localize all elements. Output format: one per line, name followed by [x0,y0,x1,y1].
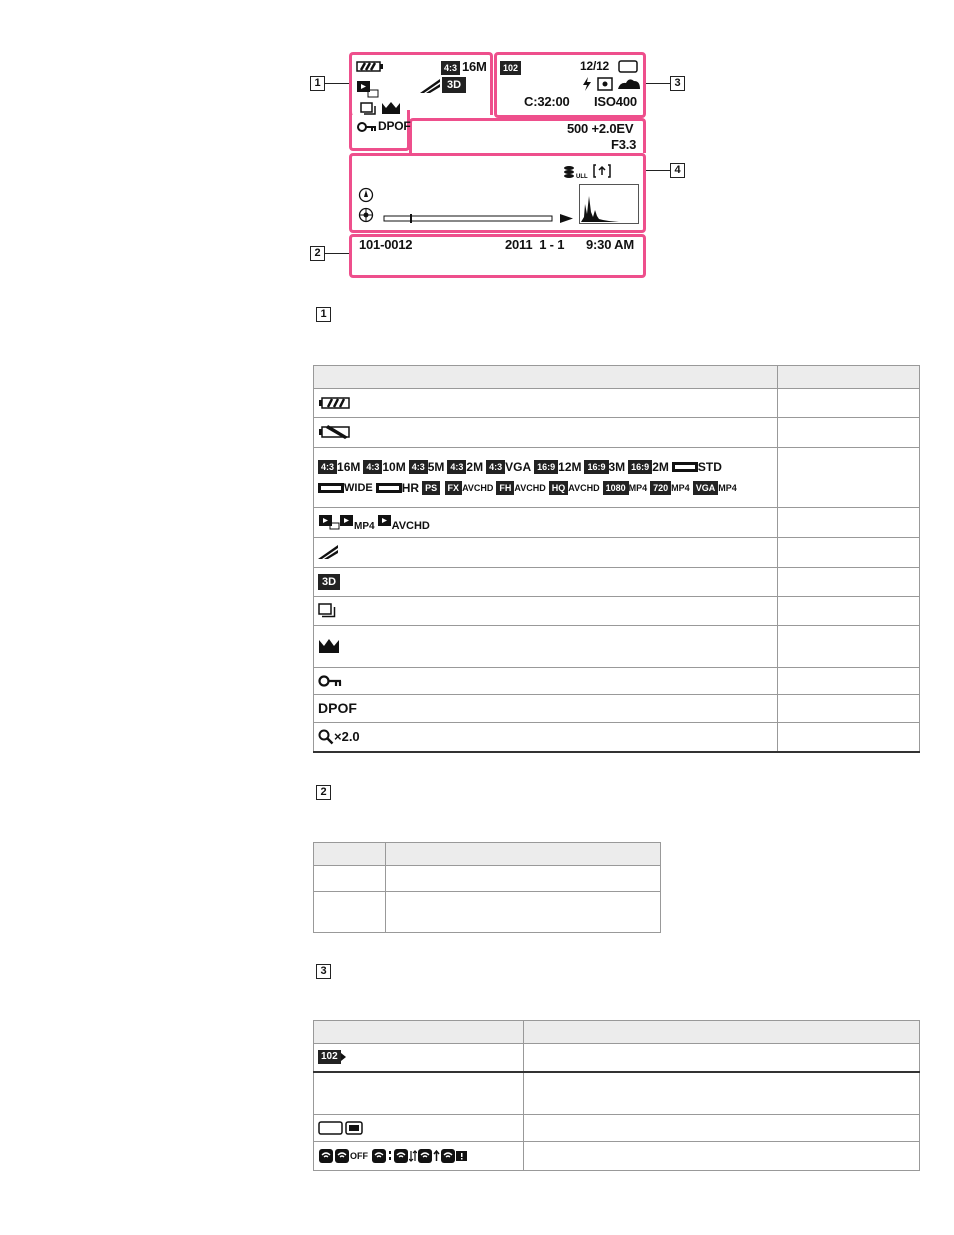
table-row [314,1115,920,1142]
table-row [314,668,920,695]
wifi-card-error-icon [440,1148,456,1164]
f-number: F3.3 [611,137,637,152]
key-icon [357,121,377,133]
recording-time: 9:30 AM [586,237,634,252]
aspect-43-icon: 4:3 [486,460,505,474]
panorama-icon [376,482,402,494]
still-playback-icon [318,514,340,530]
crown-icon [318,637,340,655]
aspect-43-icon: 4:3 [318,460,337,474]
movie-vga-icon: VGA [693,481,719,495]
aspect-43-icon: 4:3 [409,460,428,474]
table-3-header [314,1021,920,1044]
movie-1080-icon: 1080 [603,481,629,495]
orientation-icon [593,164,611,178]
callout-2: 2 [310,246,325,261]
dpof-icon: DPOF [318,700,357,717]
image-size-line-1: 4:3 16M 4:3 10M 4:3 5M 4:3 2M 4:3 VGA 16:9 12M 16:9 3M 16:9 2M STD [318,457,773,477]
table-row [314,626,920,668]
memory-card-icon [618,60,638,73]
iso-value: ISO400 [594,94,637,109]
table-row [314,448,920,508]
wifi-card-transfer-icon [393,1148,409,1164]
battery-icon [356,60,384,73]
svg-text:ULL: ULL [576,174,588,179]
folder-tag: 102 [500,61,521,75]
aspect-169-icon: 16:9 [534,460,558,474]
table-row: MP4 AVCHD [314,508,920,538]
transfer-arrows-icon [409,1149,417,1163]
wifi-card-off-icon [334,1148,350,1164]
section-1-marker: 1 [316,307,331,322]
table-row [314,892,661,933]
battery-low-icon [318,424,352,440]
aspect-43-icon: 4:3 [363,460,382,474]
drive-icon [563,165,589,179]
flash-icon [582,77,592,91]
white-balance-icon [617,76,641,90]
3d-icon: 3D [318,574,340,590]
callout-1: 1 [310,76,325,91]
image-size-line-2: WIDE HR PS FX AVCHD FH AVCHD HQ AVCHD 1080 MP4 720 MP4 VGA MP4 [318,478,773,498]
image-size-label: 16M [462,59,487,74]
file-number: 101-0012 [359,237,413,252]
gps-icon [358,207,374,223]
recording-date: 2011 1 - 1 [505,237,565,252]
table-2 [313,842,661,933]
section-3-marker: 3 [316,964,331,979]
table-row [314,597,920,626]
playback-mode-icon [356,80,380,98]
panorama-icon [672,461,698,473]
table-row [314,418,920,448]
aspect-tag: 4:3 [441,61,460,75]
metering-icon [597,77,613,91]
zoom-icon [318,729,334,745]
playback-bar [383,213,575,225]
internal-memory-icon [344,1120,364,1136]
callout-2-line [325,253,350,254]
avchd-playback-icon [378,514,392,530]
section-2-marker: 2 [316,785,331,800]
wifi-card-icon [318,1148,334,1164]
compass-icon [358,187,374,203]
movie-hq-icon: HQ [549,481,569,495]
aspect-169-icon: 16:9 [584,460,608,474]
callout-1-line [325,83,350,84]
3d-tag: 3D [442,77,466,93]
table-row [314,1072,920,1115]
table-1 [313,365,920,753]
callout-4-line [646,170,670,171]
battery-icon [318,396,352,410]
table-row [314,1044,920,1072]
wifi-card-upload-icon [417,1148,433,1164]
table-row [314,866,661,892]
error-icon [456,1150,468,1162]
exposure-time: C:32:00 [524,94,570,109]
image-count: 12/12 [580,59,610,73]
shutter-ev: 500 +2.0EV [567,121,634,136]
picture-effect-icon [318,544,340,560]
table-row [314,568,920,597]
histogram [579,184,639,224]
burst-icon [360,102,378,118]
movie-ps-icon: PS [422,481,440,495]
wifi-card-ready-icon [371,1148,387,1164]
table-row: OFF [314,1142,920,1171]
mp4-playback-icon [340,514,354,530]
panorama-icon [318,482,344,494]
movie-720-icon: 720 [650,481,671,495]
table-row [314,695,920,723]
callout-3-line [646,83,670,84]
aspect-169-icon: 16:9 [628,460,652,474]
folder-icon: 102 [318,1050,341,1064]
picture-effect-icon [420,78,442,94]
table-row [314,538,920,568]
callout-3: 3 [670,76,685,91]
upload-arrow-icon [433,1149,440,1163]
table-1-header [314,366,920,389]
table-row: ×2.0 [314,723,920,752]
table-row [314,389,920,418]
burst-icon [318,603,338,619]
callout-4: 4 [670,163,685,178]
aspect-43-icon: 4:3 [447,460,466,474]
movie-fh-icon: FH [496,481,514,495]
table-2-header [314,843,661,866]
crown-icon [381,100,401,116]
folder-arrow-icon [341,1052,347,1062]
memory-card-icon [318,1120,344,1136]
table-3 [313,1020,920,1171]
key-icon [318,674,342,688]
dpof-label: DPOF [378,119,411,133]
movie-fx-icon: FX [445,481,463,495]
